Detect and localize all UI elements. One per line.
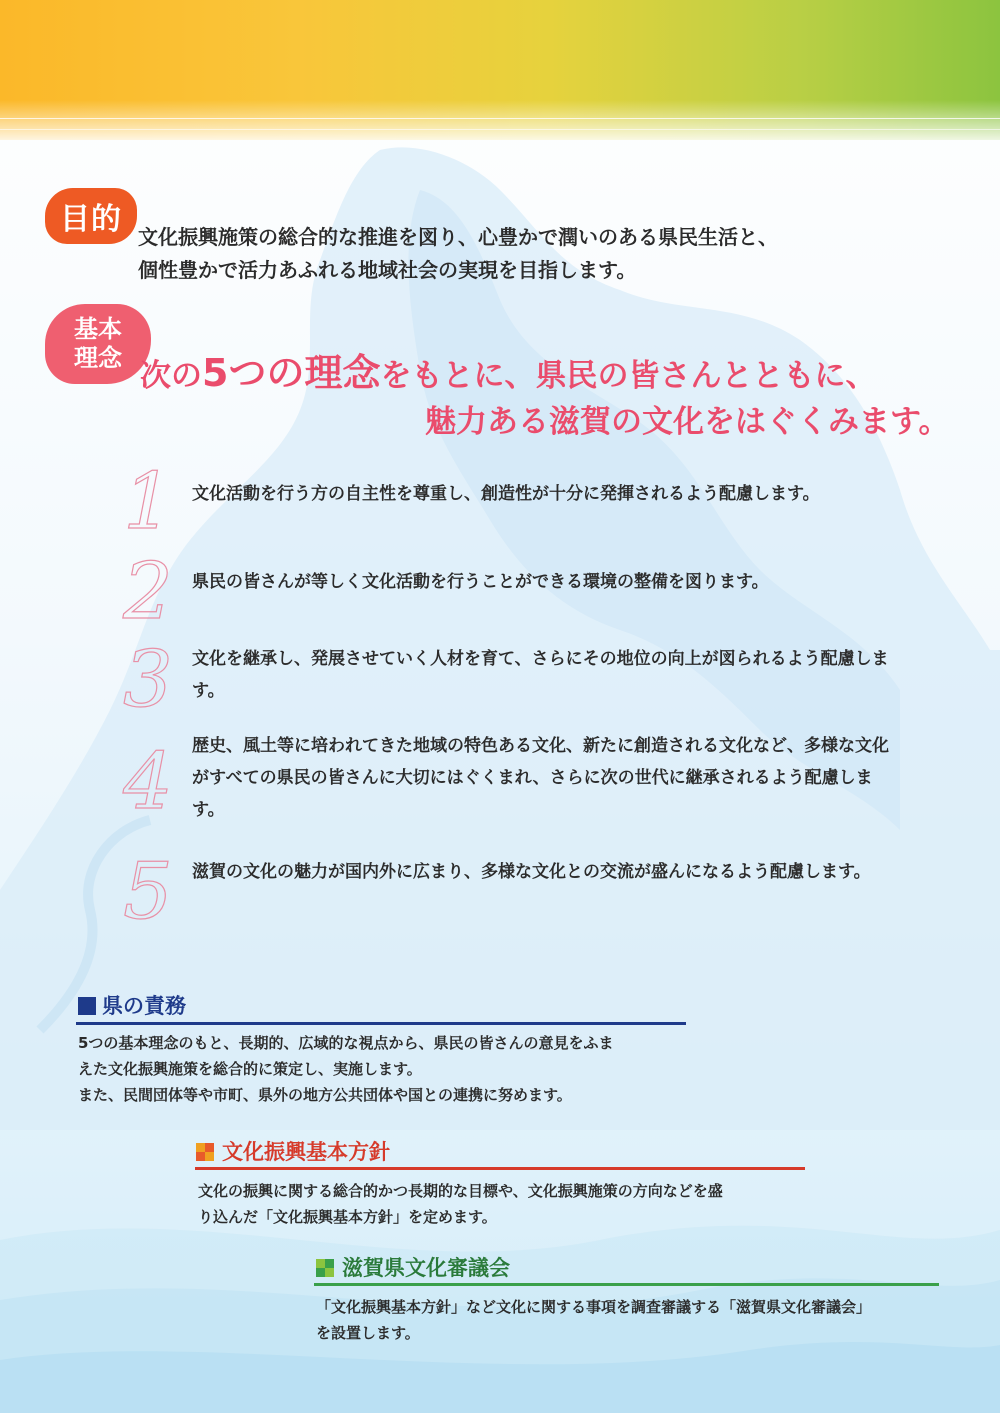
- prefecture-duty-rule: [76, 1022, 686, 1025]
- policy-line-1: 文化の振興に関する総合的かつ長期的な目標や、文化振興施策の方向などを盛: [198, 1182, 723, 1200]
- basic-policy-body: [198, 1178, 818, 1230]
- basic-policy-rule: [195, 1167, 805, 1170]
- prefecture-duty-body: [78, 1030, 698, 1108]
- principles-headline: [140, 350, 970, 445]
- purpose-line-2: 個性豊かで活力あふれる地域社会の実現を目指します。: [138, 258, 637, 282]
- duty-line-3: また、民間団体等や市町、県外の地方公共団体や国との連携に努めます。: [78, 1086, 572, 1104]
- principle-text: 文化を継承し、発展させていく人材を育て、さらにその地位の向上が図られるよう配慮します。: [192, 649, 889, 701]
- culture-council-title: [316, 1254, 510, 1282]
- purpose-badge-label: 目的: [60, 202, 122, 237]
- culture-council-rule: [314, 1283, 939, 1286]
- badge-line-1: 基本: [74, 315, 122, 343]
- principle-number: 2: [123, 547, 173, 637]
- principle-number: 1: [123, 457, 173, 547]
- square-bullet-icon: [78, 997, 96, 1015]
- council-line-2: を設置します。: [316, 1324, 420, 1342]
- headline-emphasis: 5つの理念: [202, 351, 381, 395]
- mosaic-bullet-icon: [316, 1259, 334, 1277]
- culture-council-body: [316, 1294, 956, 1346]
- badge-line-2: 理念: [74, 344, 122, 372]
- principle-item: [108, 457, 968, 547]
- headline-part-a: 次の: [140, 358, 202, 394]
- principle-number: 5: [123, 847, 173, 937]
- duty-line-2: えた文化振興施策を総合的に策定し、実施します。: [78, 1060, 422, 1078]
- headline-line-2: 魅力ある滋賀の文化をはぐくみます。: [425, 404, 950, 440]
- principle-text: 歴史、風土等に培われてきた地域の特色ある文化、新たに創造される文化など、多様な文化がすべての県民の皆さんに大切にはぐくまれ、さらに次の世代に継承されるよう配慮します。: [192, 736, 889, 820]
- basic-policy-title: [196, 1138, 390, 1166]
- council-line-1: 「文化振興基本方針」など文化に関する事項を調査審議する「滋賀県文化審議会」: [316, 1298, 872, 1316]
- culture-council-title-text: 滋賀県文化審議会: [342, 1256, 510, 1280]
- prefecture-duty-title: [78, 992, 186, 1020]
- principle-number: 4: [123, 737, 173, 827]
- purpose-line-1: 文化振興施策の総合的な推進を図り、心豊かで潤いのある県民生活と、: [138, 225, 778, 249]
- principle-item: [108, 635, 968, 725]
- principle-item: [108, 547, 968, 637]
- purpose-badge: [45, 188, 137, 244]
- duty-line-1: 5つの基本理念のもと、長期的、広域的な視点から、県民の皆さんの意見をふま: [78, 1034, 614, 1052]
- prefecture-duty-title-text: 県の責務: [102, 994, 186, 1018]
- principle-text: 文化活動を行う方の自主性を尊重し、創造性が十分に発揮されるよう配慮します。: [192, 484, 820, 504]
- purpose-text: [138, 221, 958, 287]
- principle-item: [108, 730, 968, 830]
- principle-text: 県民の皆さんが等しく文化活動を行うことができる環境の整備を図ります。: [192, 572, 769, 592]
- policy-line-2: り込んだ「文化振興基本方針」を定めます。: [198, 1208, 497, 1226]
- basic-principles-badge: [45, 304, 151, 384]
- headline-part-b: をもとに、県民の皆さんとともに、: [380, 358, 877, 394]
- basic-policy-title-text: 文化振興基本方針: [222, 1140, 390, 1164]
- mosaic-bullet-icon: [196, 1143, 214, 1161]
- principle-number: 3: [123, 635, 173, 725]
- principle-text: 滋賀の文化の魅力が国内外に広まり、多様な文化との交流が盛んになるよう配慮します。: [192, 862, 871, 882]
- principle-item: [108, 847, 968, 937]
